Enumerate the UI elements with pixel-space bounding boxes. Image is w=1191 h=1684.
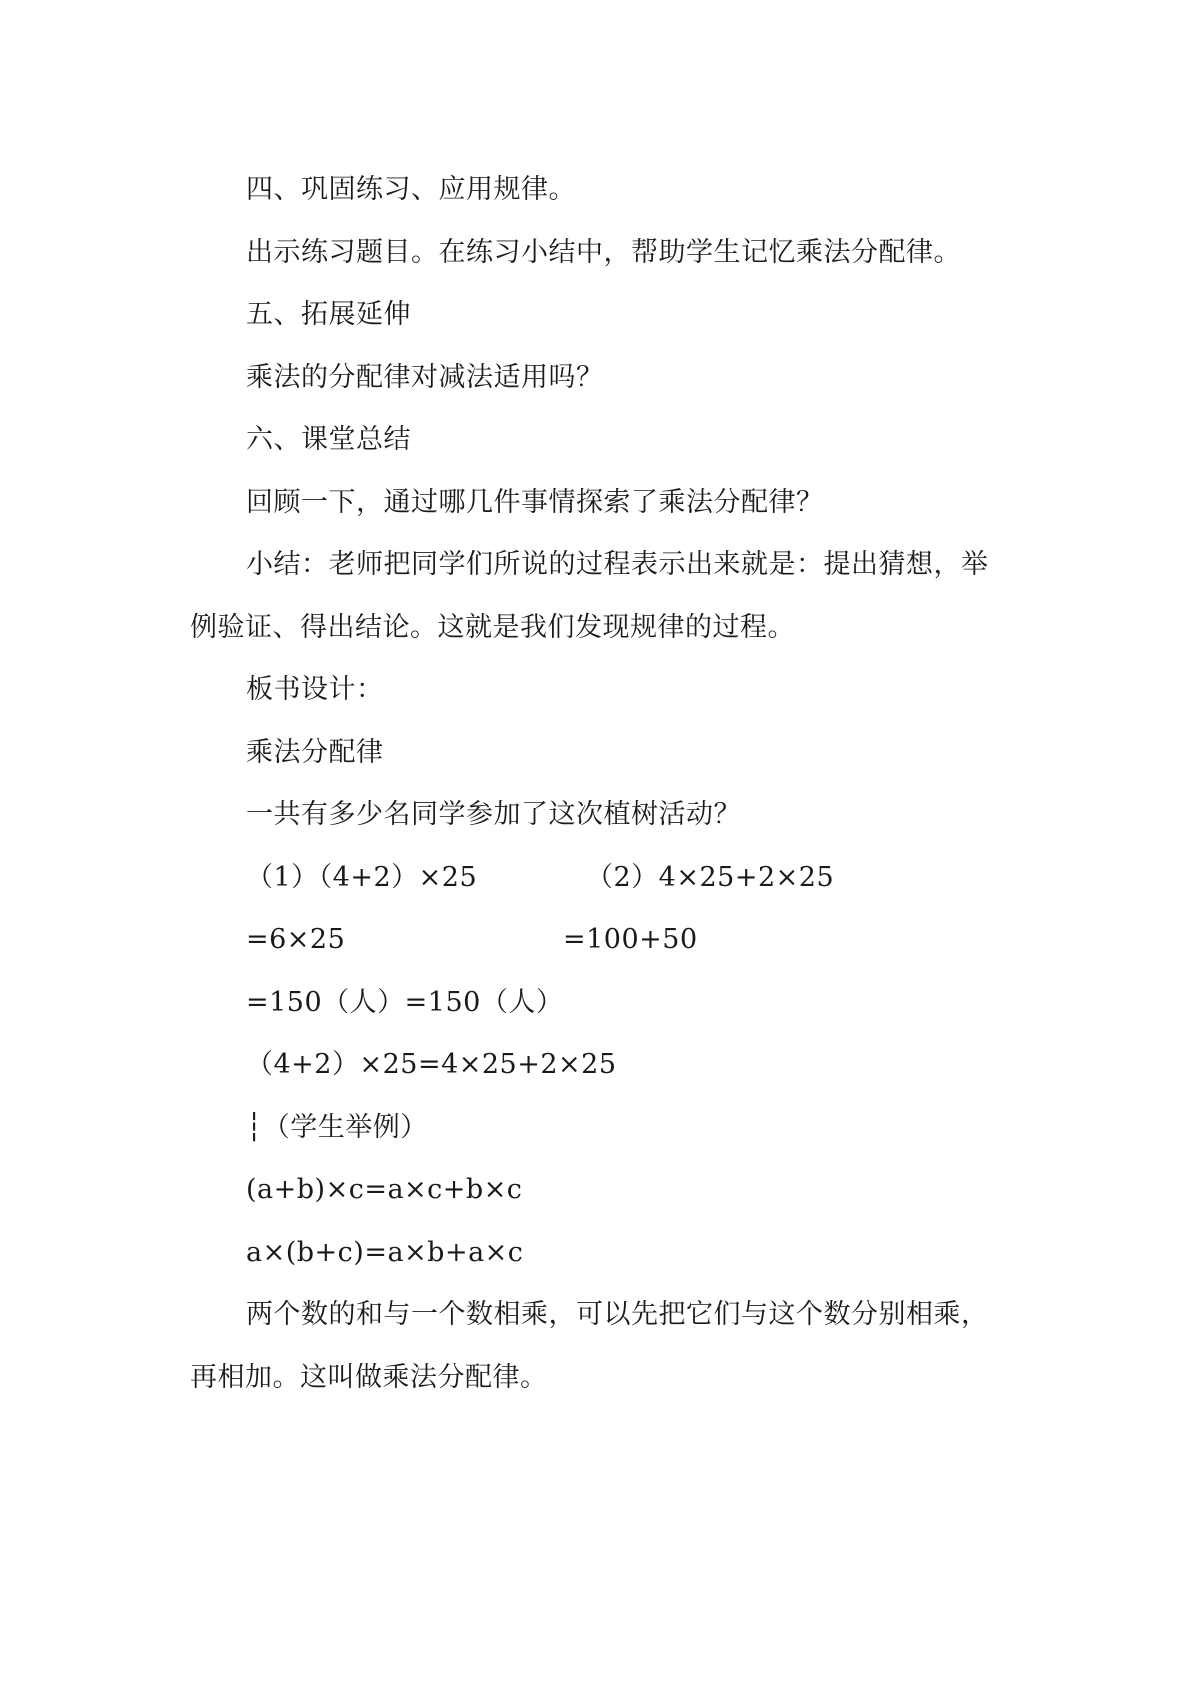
- board-method-1-step: =6×25: [246, 924, 346, 955]
- board-student-examples: ┆（学生举例）: [246, 1112, 428, 1143]
- formula-left-distributive: a×(b+c)=a×b+a×c: [246, 1237, 524, 1268]
- definition-line-1: 两个数的和与一个数相乘，可以先把它们与这个数分别相乘，: [246, 1299, 989, 1330]
- section-heading-extension: 五、拓展延伸: [246, 299, 411, 330]
- board-method-2: （2）4×25+2×25: [586, 862, 835, 893]
- board-results: =150（人）=150（人）: [246, 987, 564, 1018]
- formula-right-distributive: (a+b)×c=a×c+b×c: [246, 1174, 523, 1205]
- board-method-2-step: =100+50: [563, 924, 698, 955]
- board-method-1: （1）（4+2）×25: [246, 862, 478, 893]
- board-title: 乘法分配律: [246, 737, 384, 768]
- board-design-heading: 板书设计：: [246, 674, 384, 705]
- board-question: 一共有多少名同学参加了这次植树活动？: [246, 799, 741, 830]
- paragraph-review-question: 回顾一下，通过哪几件事情探索了乘法分配律？: [246, 487, 824, 518]
- section-heading-consolidate-practice: 四、巩固练习、应用规律。: [246, 174, 576, 205]
- paragraph-extension-question: 乘法的分配律对减法适用吗？: [246, 362, 604, 393]
- definition-line-2: 再相加。这叫做乘法分配律。: [190, 1362, 548, 1393]
- paragraph-summary-line-1: 小结：老师把同学们所说的过程表示出来就是：提出猜想，举: [246, 549, 989, 580]
- section-heading-summary: 六、课堂总结: [246, 424, 411, 455]
- board-equation: （4+2）×25=4×25+2×25: [246, 1049, 617, 1080]
- paragraph-practice: 出示练习题目。在练习小结中，帮助学生记忆乘法分配律。: [246, 237, 961, 268]
- paragraph-summary-line-2: 例验证、得出结论。这就是我们发现规律的过程。: [190, 612, 795, 643]
